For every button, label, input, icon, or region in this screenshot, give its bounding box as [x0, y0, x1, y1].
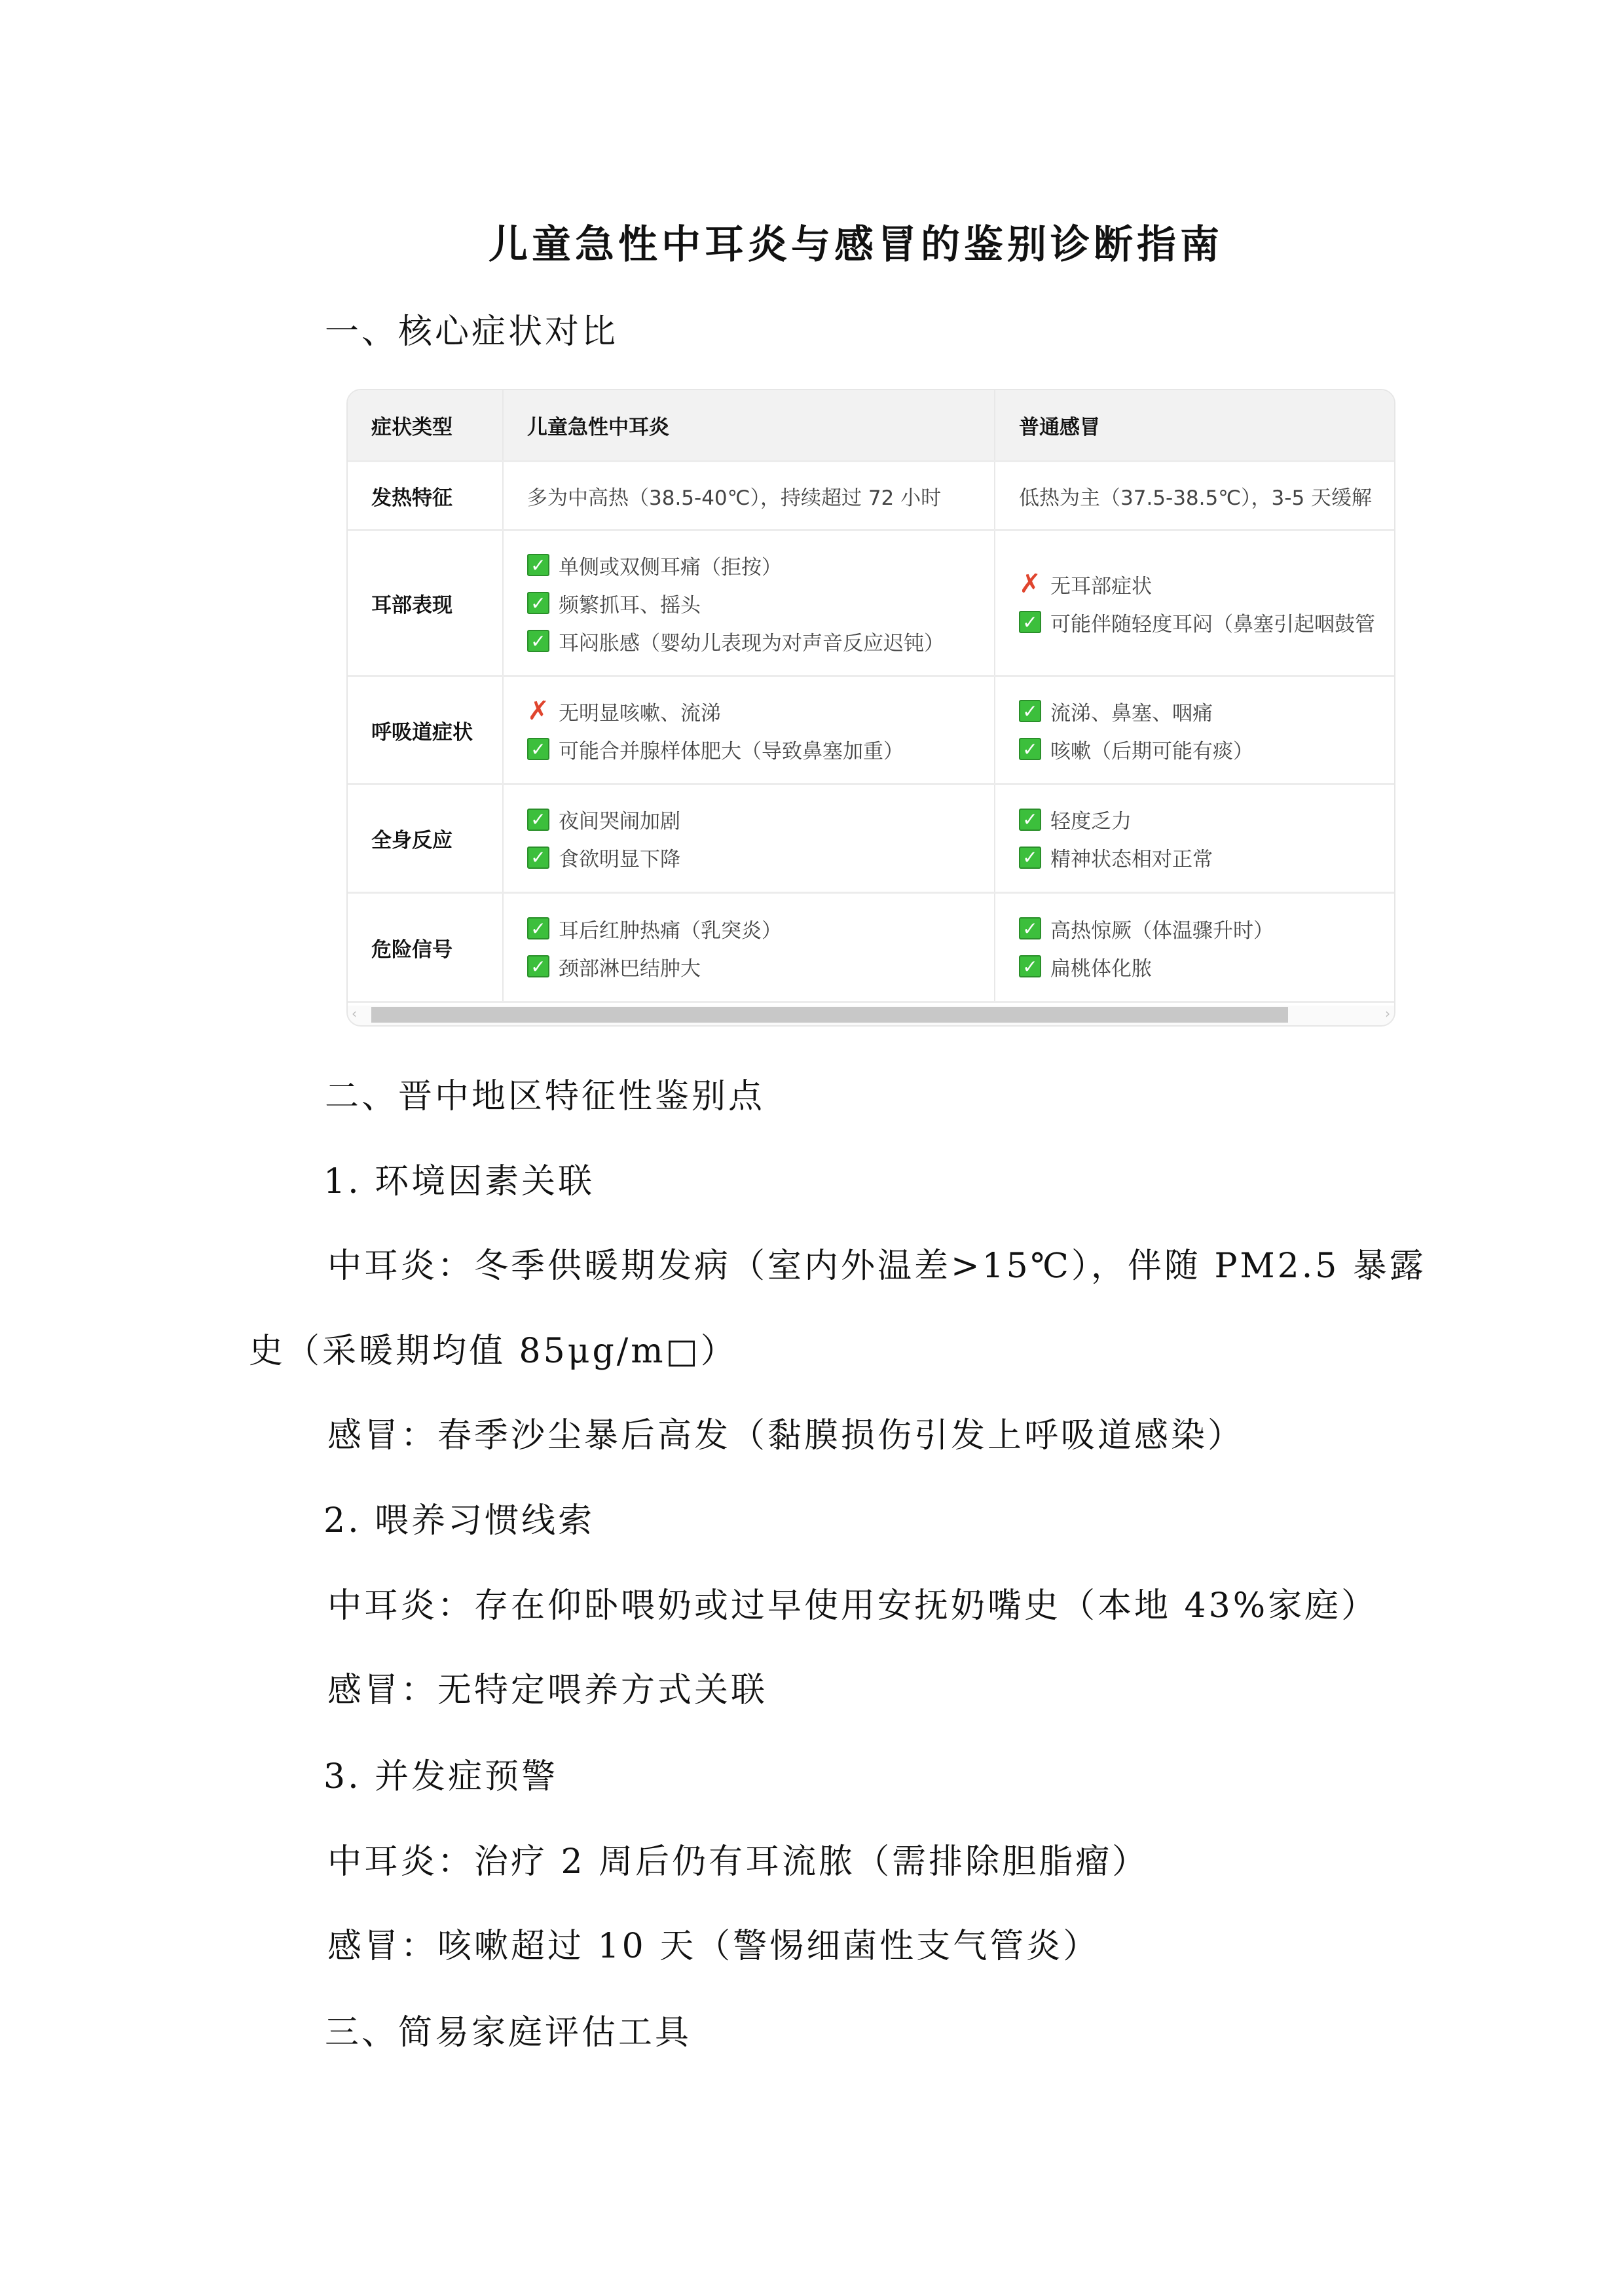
otitis-cell — [503, 530, 995, 676]
paragraph: 感冒：春季沙尘暴后高发（黏膜损伤引发上呼吸道感染） — [327, 1416, 1245, 1455]
item-text: 低热为主（37.5-38.5℃），3-5 天缓解 — [1019, 486, 1373, 510]
header-cold: 普通感冒 — [995, 390, 1395, 462]
item-text: 高热惊厥（体温骤升时） — [1050, 919, 1274, 943]
item-text: 耳闷胀感（婴幼儿表现为对声音反应迟钝） — [559, 631, 944, 655]
list-item — [1019, 801, 1395, 839]
check-mark-icon: ✓ — [527, 554, 549, 576]
list-item — [1019, 839, 1395, 877]
check-mark-icon: ✓ — [1019, 809, 1041, 831]
check-mark-icon: ✓ — [1019, 847, 1041, 869]
otitis-cell — [503, 784, 995, 893]
item-text: 可能合并腺样体肥大（导致鼻塞加重） — [559, 739, 904, 763]
section-heading-2: 二、晋中地区特征性鉴别点 — [325, 1077, 766, 1116]
row-label: 全身反应 — [348, 784, 503, 893]
item-text: 耳后红肿热痛（乳突炎） — [559, 919, 782, 943]
item-text: 流涕、鼻塞、咽痛 — [1050, 701, 1213, 725]
item-text: 精神状态相对正常 — [1050, 848, 1213, 871]
subheading-feeding: 2. 喂养习惯线索 — [323, 1501, 595, 1540]
list-item — [527, 730, 994, 768]
item-text: 扁桃体化脓 — [1050, 957, 1152, 981]
list-item — [527, 839, 994, 877]
paragraph: 中耳炎：存在仰卧喂奶或过早使用安抚奶嘴史（本地 43%家庭） — [327, 1586, 1378, 1626]
row-label: 耳部表现 — [348, 530, 503, 676]
check-mark-icon: ✓ — [527, 592, 549, 614]
table-row — [348, 676, 1395, 784]
check-mark-icon: ✓ — [1019, 738, 1041, 760]
list-item — [1019, 692, 1395, 730]
item-text: 单侧或双侧耳痛（拒按） — [559, 555, 782, 579]
list-item — [527, 801, 994, 839]
check-mark-icon: ✓ — [527, 847, 549, 869]
subheading-complications: 3. 并发症预警 — [323, 1757, 559, 1796]
list-item — [1019, 909, 1395, 947]
list-item — [1019, 565, 1395, 603]
paragraph: 感冒：咳嗽超过 10 天（警惕细菌性支气管炎） — [327, 1927, 1100, 1966]
row-label: 发热特征 — [348, 462, 503, 530]
paragraph: 感冒：无特定喂养方式关联 — [327, 1671, 768, 1710]
scrollbar-thumb[interactable] — [371, 1007, 1288, 1023]
check-mark-icon: ✓ — [527, 917, 549, 939]
section-heading-1: 一、核心症状对比 — [325, 312, 619, 352]
header-otitis: 儿童急性中耳炎 — [503, 390, 995, 462]
table-row — [348, 784, 1395, 893]
item-text: 多为中高热（38.5-40℃），持续超过 72 小时 — [527, 486, 942, 510]
list-item — [527, 947, 994, 985]
paragraph: 中耳炎：冬季供暖期发病（室内外温差>15℃），伴随 PM2.5 暴露 — [327, 1247, 1426, 1286]
item-text: 无明显咳嗽、流涕 — [559, 701, 721, 725]
list-item — [1019, 947, 1395, 985]
item-text: 食欲明显下降 — [559, 848, 680, 871]
otitis-cell — [503, 462, 995, 530]
otitis-cell — [503, 676, 995, 784]
table-row — [348, 530, 1395, 676]
scroll-left-arrow-icon[interactable]: ‹ — [352, 1006, 357, 1021]
check-mark-icon: ✓ — [527, 738, 549, 760]
item-text: 夜间哭闹加剧 — [559, 810, 680, 833]
list-item — [527, 477, 994, 515]
list-item — [1019, 477, 1395, 515]
table-header-row — [348, 390, 1395, 462]
item-text: 频繁抓耳、摇头 — [559, 593, 701, 617]
otitis-cell — [503, 893, 995, 1002]
table-row — [348, 893, 1395, 1002]
check-mark-icon: ✓ — [1019, 917, 1041, 939]
item-text: 咳嗽（后期可能有痰） — [1050, 739, 1253, 763]
check-mark-icon: ✓ — [527, 955, 549, 977]
list-item — [527, 546, 994, 584]
list-item — [527, 584, 994, 622]
row-label: 危险信号 — [348, 893, 503, 1002]
cold-cell — [995, 676, 1395, 784]
horizontal-scrollbar[interactable] — [348, 1006, 1394, 1025]
header-symptom-type: 症状类型 — [348, 390, 503, 462]
check-mark-icon: ✓ — [527, 630, 549, 652]
cross-mark-icon: ✗ — [1019, 569, 1041, 599]
symptom-comparison-table[interactable] — [346, 389, 1395, 1027]
scroll-right-arrow-icon[interactable]: › — [1385, 1006, 1390, 1021]
subheading-environment: 1. 环境因素关联 — [323, 1162, 595, 1201]
list-item — [527, 692, 994, 730]
section-heading-3: 三、简易家庭评估工具 — [325, 2013, 692, 2052]
row-label: 呼吸道症状 — [348, 676, 503, 784]
cold-cell — [995, 893, 1395, 1002]
item-text: 轻度乏力 — [1050, 810, 1132, 833]
check-mark-icon: ✓ — [1019, 955, 1041, 977]
paragraph-continuation: 史（采暖期均值 85μg/m□） — [249, 1332, 737, 1371]
list-item — [1019, 603, 1395, 641]
item-text: 可能伴随轻度耳闷（鼻塞引起咽鼓管 — [1050, 612, 1375, 636]
paragraph: 中耳炎：治疗 2 周后仍有耳流脓（需排除胆脂瘤） — [327, 1842, 1149, 1882]
item-text: 无耳部症状 — [1050, 574, 1152, 598]
cold-cell — [995, 462, 1395, 530]
list-item — [1019, 730, 1395, 768]
check-mark-icon: ✓ — [527, 809, 549, 831]
check-mark-icon: ✓ — [1019, 700, 1041, 722]
table-row — [348, 462, 1395, 530]
item-text: 颈部淋巴结肿大 — [559, 957, 701, 981]
check-mark-icon: ✓ — [1019, 611, 1041, 633]
cold-cell — [995, 530, 1395, 676]
document-title: 儿童急性中耳炎与感冒的鉴别诊断指南 — [489, 222, 1223, 268]
list-item — [527, 909, 994, 947]
cold-cell — [995, 784, 1395, 893]
comparison-table — [348, 390, 1395, 1003]
cross-mark-icon: ✗ — [527, 696, 549, 726]
list-item — [527, 622, 994, 660]
